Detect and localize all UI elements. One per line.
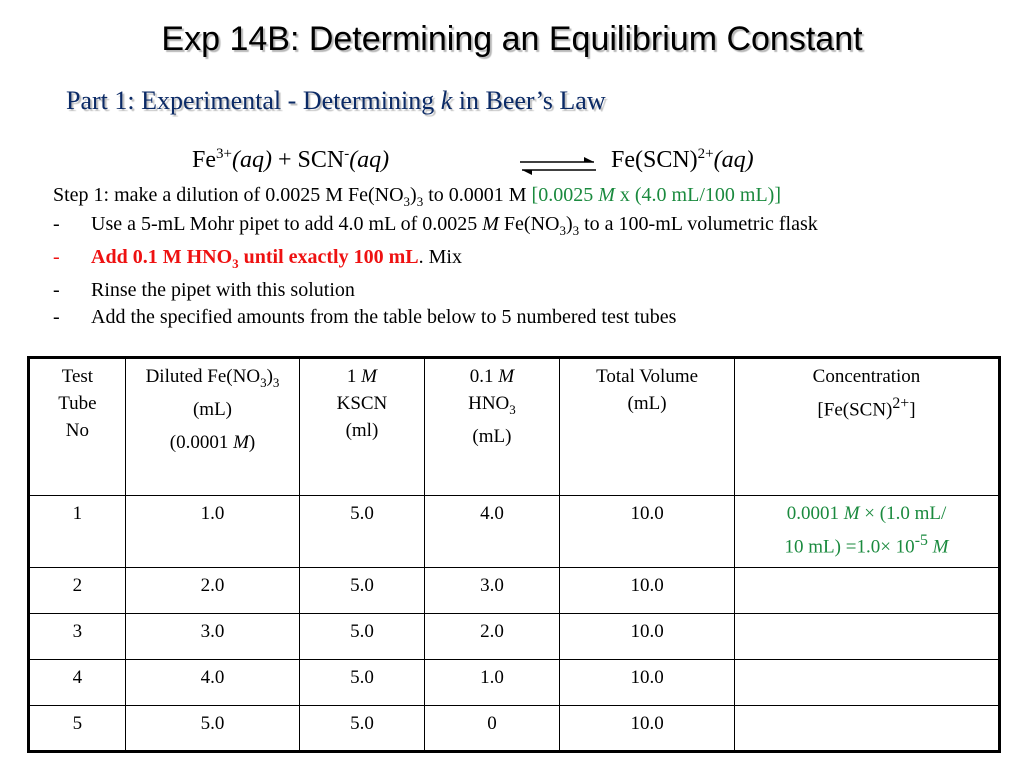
product: Fe(SCN)$^{2+}$(aq) xyxy=(611,146,754,173)
slide-subtitle: Part 1: Experimental - Determining k in Beer’s Law xyxy=(66,86,606,115)
header-total-volume: Total Volume (mL) xyxy=(560,358,735,496)
table-row: 5 5.0 5.0 0 10.0 xyxy=(29,706,1000,752)
table-row: 4 4.0 5.0 1.0 10.0 xyxy=(29,660,1000,706)
header-concentration: Concentration [Fe(SCN)$^{2+}$] xyxy=(734,358,999,496)
list-item: - Add the specified amounts from the table below to 5 numbered test tubes xyxy=(53,306,677,328)
header-hno3: 0.1 M $HNO_3$ (mL) xyxy=(424,358,559,496)
test-tube-table xyxy=(27,356,1001,753)
table-header-row xyxy=(29,358,1000,496)
slide-title: Exp 14B: Determining an Equilibrium Constant xyxy=(161,20,863,58)
table-row: 1 1.0 5.0 4.0 10.0 0.0001 M × (1.0 mL/ 10 $mL) =1.0\times 10^{-5}$ M xyxy=(29,496,1000,568)
list-item: - Rinse the pipet with this solution xyxy=(53,279,355,301)
table-row: 3 3.0 5.0 2.0 10.0 xyxy=(29,614,1000,660)
header-tube-no: Test Tube No xyxy=(29,358,126,496)
instruction-list xyxy=(53,211,1013,331)
dilution-calc: [0.0025 M x (4.0 mL/100 mL)] xyxy=(531,184,781,206)
concentration-calc: 0.0001 M × (1.0 mL/ 10 $mL) =1.0\times 10^{-5}$ M xyxy=(734,496,999,568)
header-kscn: 1 M KSCN (ml) xyxy=(300,358,425,496)
reactants: $Fe^{3+}(aq) + SCN^-(aq)$ xyxy=(192,146,390,173)
list-item: - Use a 5-mL Mohr pipet to add 4.0 mL of 0.0025 M $Fe(NO_3)_3$ to a 100-mL volumetric flask xyxy=(53,213,818,238)
table-row: 2 2.0 5.0 3.0 10.0 xyxy=(29,568,1000,614)
step-1: Step 1: make a dilution of 0.0025 M $Fe(NO_3)_3$ to 0.0001 M [0.0025 M x (4.0 mL/100 mL)] xyxy=(53,184,781,209)
equilibrium-arrows-icon xyxy=(518,156,598,176)
list-item: - Add 0.1 M $HNO_3$ until exactly 100 mL. Mix xyxy=(53,246,462,271)
header-diluted-fe: Diluted $Fe(NO_3)_3$ (mL) (0.0001 M) xyxy=(125,358,299,496)
